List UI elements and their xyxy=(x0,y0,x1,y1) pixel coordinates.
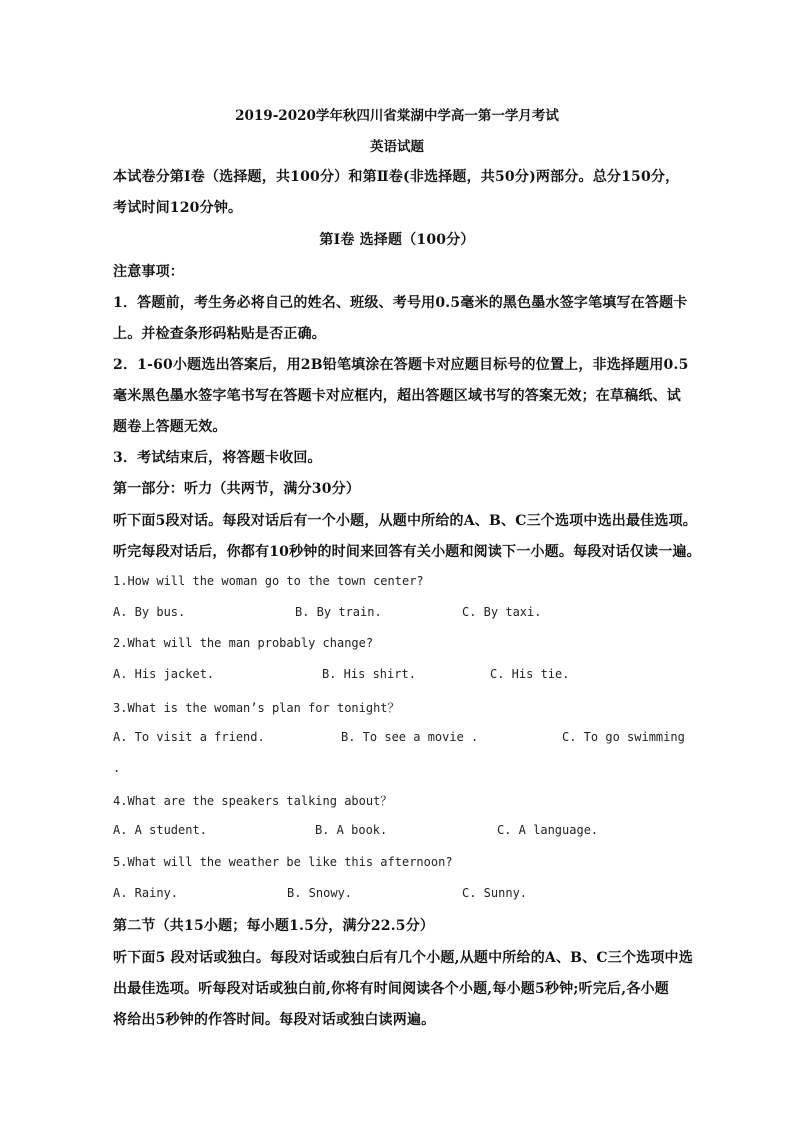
exam-title: 2019-2020学年秋四川省棠湖中学高一第一学月考试 xyxy=(235,108,559,124)
part1-heading: 第一部分：听力（共两节，满分30分） xyxy=(113,481,361,497)
q3-option-c: C. To go swimming xyxy=(562,730,685,744)
q4-option-b: B. A book. xyxy=(315,823,388,837)
question-5: 5.What will the weather be like this afternoon? xyxy=(113,855,453,869)
q2-option-b: B. His shirt. xyxy=(322,667,416,681)
q4-option-c: C. A language. xyxy=(497,823,599,837)
part1-instruction-2: 听完每段对话后，你都有10秒钟的时间来回答有关小题和阅读下一小题。每段对话仅读一遍。 xyxy=(113,544,701,560)
note-2-line-3: 题卷上答题无效。 xyxy=(113,419,227,435)
q2-option-c: C. His tie. xyxy=(490,667,570,681)
part2-instruction-2: 出最佳选项。听每段对话或独白前,你将有时间阅读各个小题,每小题5秒钟;听完后,各小题 xyxy=(113,981,669,997)
question-3: 3.What is the woman’s plan for tonight？ xyxy=(113,701,400,715)
note-2-line-1: 2．1-60小题选出答案后，用2B铅笔填涂在答题卡对应题目标号的位置上，非选择题用0.5 xyxy=(113,357,689,373)
part2-instruction-3: 将给出5秒钟的作答时间。每段对话或独白读两遍。 xyxy=(113,1012,436,1028)
q3-option-a: A. To visit a friend. xyxy=(113,730,265,744)
question-2: 2.What will the man probably change? xyxy=(113,636,374,650)
note-1-line-2: 上。并检查条形码粘贴是否正确。 xyxy=(113,326,326,342)
q1-option-c: C. By taxi. xyxy=(462,605,542,619)
note-2-line-2: 毫米黑色墨水签字笔书写在答题卡对应框内，超出答题区域书写的答案无效；在草稿纸、试 xyxy=(113,388,681,404)
part2-heading: 第二节（共15小题；每小题1.5分，满分22.5分） xyxy=(113,918,435,934)
q5-option-b: B. Snowy. xyxy=(287,886,353,900)
q5-option-a: A. Rainy. xyxy=(113,886,179,900)
part2-instruction-1: 听下面5 段对话或独白。每段对话或独白后有几个小题,从题中所给的A、B、C三个选项中选 xyxy=(113,950,693,966)
notes-heading: 注意事项： xyxy=(113,264,184,280)
question-4: 4.What are the speakers talking about？ xyxy=(113,794,393,808)
q3-option-b: B. To see a movie . xyxy=(341,730,479,744)
question-1: 1.How will the woman go to the town center? xyxy=(113,574,424,588)
note-3: 3．考试结束后，将答题卡收回。 xyxy=(113,450,322,466)
q1-option-a: A. By bus. xyxy=(113,605,186,619)
exam-subtitle: 英语试题 xyxy=(370,139,424,155)
q1-option-b: B. By train. xyxy=(295,605,382,619)
part1-instruction-1: 听下面5段对话。每段对话后有一个小题，从题中所给的A、B、C三个选项中选出最佳选项。 xyxy=(113,513,697,529)
section-title: 第Ⅰ卷 选择题（100分） xyxy=(319,232,475,248)
note-1-line-1: 1．答题前，考生务必将自己的姓名、班级、考号用0.5毫米的黑色墨水签字笔填写在答题卡 xyxy=(113,295,688,311)
intro-line-1: 本试卷分第Ⅰ卷（选择题，共100分）和第Ⅱ卷(非选择题，共50分)两部分。总分150分， xyxy=(113,169,680,185)
q4-option-a: A. A student. xyxy=(113,823,207,837)
q2-option-a: A. His jacket. xyxy=(113,667,215,681)
intro-line-2: 考试时间120分钟。 xyxy=(113,200,243,216)
q5-option-c: C. Sunny. xyxy=(462,886,528,900)
q3-option-c-continuation: . xyxy=(113,761,121,775)
